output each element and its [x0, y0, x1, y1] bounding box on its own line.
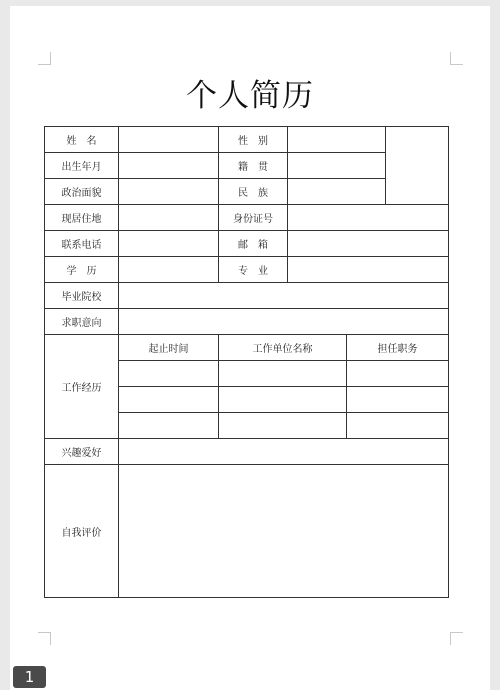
ethnic-label: 民 族 — [219, 179, 288, 205]
margin-corner-bottom-left — [38, 632, 51, 645]
id-number-field[interactable] — [288, 205, 449, 231]
margin-corner-top-right — [450, 52, 463, 65]
table-row — [45, 205, 449, 231]
email-field[interactable] — [288, 231, 449, 257]
political-field[interactable] — [119, 179, 219, 205]
native-label: 籍 贯 — [219, 153, 288, 179]
hobbies-label: 兴趣爱好 — [45, 439, 119, 465]
intention-field[interactable] — [119, 309, 449, 335]
work-period-cell[interactable] — [119, 387, 219, 413]
resume-table — [44, 126, 449, 598]
table-row — [45, 309, 449, 335]
school-field[interactable] — [119, 283, 449, 309]
table-row — [45, 127, 449, 153]
phone-label: 联系电话 — [45, 231, 119, 257]
work-position-header: 担任职务 — [347, 335, 449, 361]
name-field[interactable] — [119, 127, 219, 153]
major-field[interactable] — [288, 257, 449, 283]
margin-corner-bottom-right — [450, 632, 463, 645]
work-company-header: 工作单位名称 — [219, 335, 347, 361]
table-row — [45, 335, 449, 361]
work-position-cell[interactable] — [347, 413, 449, 439]
gender-label: 性 别 — [219, 127, 288, 153]
political-label: 政治面貌 — [45, 179, 119, 205]
work-company-cell[interactable] — [219, 361, 347, 387]
work-period-cell[interactable] — [119, 413, 219, 439]
major-label: 专 业 — [219, 257, 288, 283]
ethnic-field[interactable] — [288, 179, 386, 205]
table-row — [45, 439, 449, 465]
work-experience-label: 工作经历 — [45, 335, 119, 439]
address-label: 现居住地 — [45, 205, 119, 231]
self-evaluation-label: 自我评价 — [45, 465, 119, 598]
name-label: 姓 名 — [45, 127, 119, 153]
self-evaluation-field[interactable] — [119, 465, 449, 598]
hobbies-field[interactable] — [119, 439, 449, 465]
address-field[interactable] — [119, 205, 219, 231]
id-number-label: 身份证号 — [219, 205, 288, 231]
intention-label: 求职意向 — [45, 309, 119, 335]
school-label: 毕业院校 — [45, 283, 119, 309]
photo-box[interactable] — [386, 127, 449, 205]
work-position-cell[interactable] — [347, 361, 449, 387]
document-title: 个人简历 — [186, 78, 314, 114]
table-row — [45, 257, 449, 283]
phone-field[interactable] — [119, 231, 219, 257]
work-period-cell[interactable] — [119, 361, 219, 387]
education-label: 学 历 — [45, 257, 119, 283]
birth-label: 出生年月 — [45, 153, 119, 179]
table-row — [45, 231, 449, 257]
work-company-cell[interactable] — [219, 413, 347, 439]
work-company-cell[interactable] — [219, 387, 347, 413]
page-number-indicator[interactable]: 1 — [13, 666, 46, 688]
education-field[interactable] — [119, 257, 219, 283]
email-label: 邮 箱 — [219, 231, 288, 257]
birth-field[interactable] — [119, 153, 219, 179]
table-row — [45, 465, 449, 598]
gender-field[interactable] — [288, 127, 386, 153]
work-position-cell[interactable] — [347, 387, 449, 413]
native-field[interactable] — [288, 153, 386, 179]
table-row — [45, 283, 449, 309]
margin-corner-top-left — [38, 52, 51, 65]
work-period-header: 起止时间 — [119, 335, 219, 361]
